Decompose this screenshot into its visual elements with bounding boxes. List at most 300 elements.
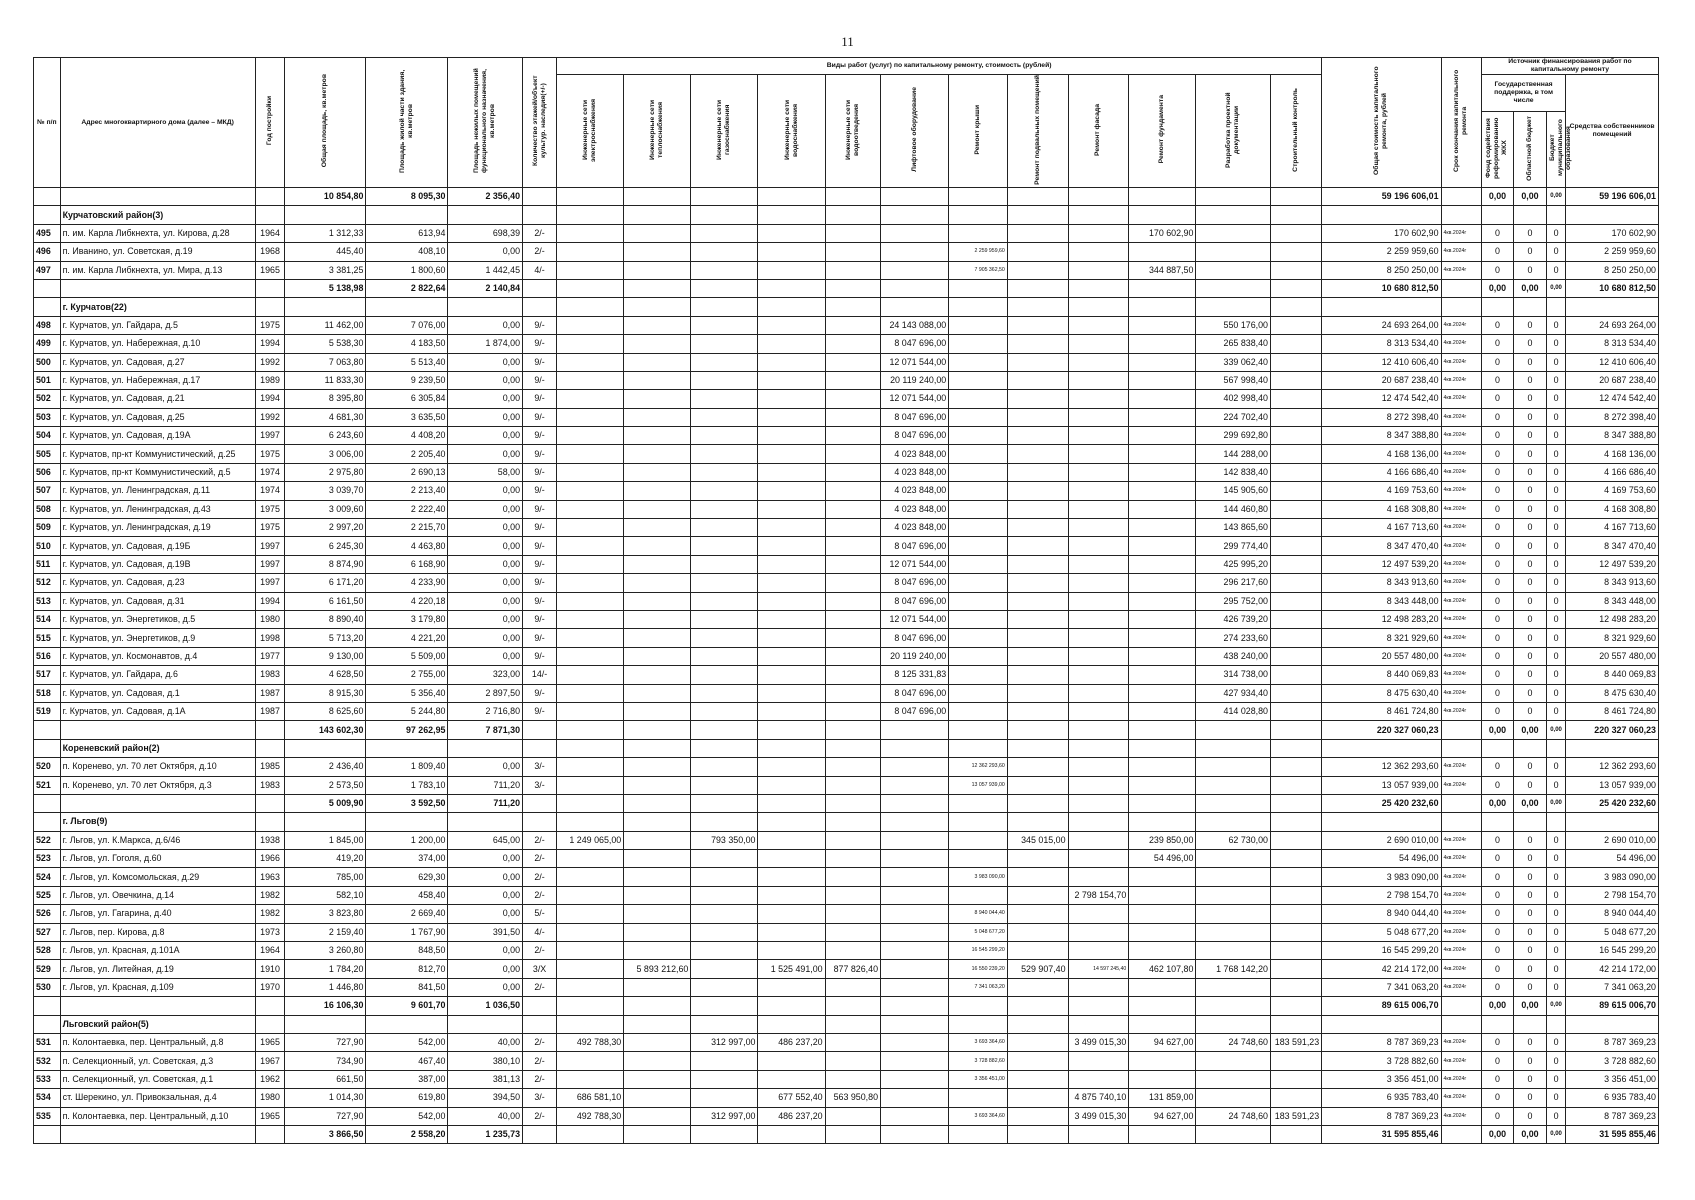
table-row [34,942,1659,960]
row-regional: 0 [1513,316,1546,334]
row-deadline: 4кв.2024г [1441,537,1481,555]
row-municipal: 0 [1546,886,1565,904]
row-nonres-area: 0,00 [448,519,523,537]
row-municipal: 0 [1546,1107,1565,1125]
row-living-area: 4 221,20 [366,629,448,647]
cell-empty [624,243,691,261]
row-work-cost: 299 774,40 [1196,537,1271,555]
col-num: № п/п [34,58,61,188]
row-municipal: 0 [1546,463,1565,481]
row-municipal: 0 [1546,978,1565,996]
row-floors: 2/- [523,224,557,242]
section-title: Кореневский район(2) [60,739,255,757]
cell-empty [1129,702,1196,720]
row-work-cost: 486 237,20 [758,1033,825,1051]
cell-empty [624,942,691,960]
row-total-cost: 7 341 063,20 [1322,978,1441,996]
row-deadline: 4кв.2024г [1441,592,1481,610]
row-nonres-area: 381,13 [448,1070,523,1088]
cell-empty [758,629,825,647]
row-regional: 0 [1513,224,1546,242]
section-row [34,206,1659,224]
row-total-area: 8 395,80 [285,390,366,408]
cell-empty [758,905,825,923]
row-address: ст. Шерекино, ул. Привокзальная, д.4 [60,1089,255,1107]
row-living-area: 2 213,40 [366,482,448,500]
cell-empty [557,610,624,628]
row-owners: 2 690 010,00 [1566,831,1659,849]
row-owners: 13 057 939,00 [1566,776,1659,794]
table-row [34,1107,1659,1125]
row-municipal: 0 [1546,758,1565,776]
cell-empty [624,1089,691,1107]
cell-empty [825,1015,880,1033]
row-fund: 0 [1482,1107,1514,1125]
cell-empty [1322,813,1441,831]
row-living-area: 812,70 [366,960,448,978]
row-number: 501 [34,371,61,389]
col-works-group: Виды работ (услуг) по капитальному ремонту, стоимость (рублей) [557,58,1322,75]
cell-empty [624,371,691,389]
cell-empty [1270,390,1321,408]
cell-empty [1129,592,1196,610]
cell-empty [758,758,825,776]
row-owners: 8 313 534,40 [1566,335,1659,353]
cell-empty [624,813,691,831]
row-work-cost: 143 865,60 [1196,519,1271,537]
section-title: г. Курчатов(22) [60,298,255,316]
subtotal-cost: 31 595 855,46 [1322,1125,1441,1143]
row-fund: 0 [1482,610,1514,628]
cell-empty [1129,427,1196,445]
row-total-area: 727,90 [285,1033,366,1051]
cell-empty [624,629,691,647]
row-owners: 4 168 308,80 [1566,500,1659,518]
row-owners: 3 728 882,60 [1566,1052,1659,1070]
row-nonres-area: 394,50 [448,1089,523,1107]
cell-empty [1270,482,1321,500]
row-work-cost: 414 028,80 [1196,702,1271,720]
row-owners: 12 498 283,20 [1566,610,1659,628]
row-work-cost: 24 143 088,00 [881,316,949,334]
row-work-cost: 24 748,60 [1196,1033,1271,1051]
cell-empty [1007,813,1068,831]
cell-empty [557,794,624,812]
row-work-cost: 3 693 364,60 [949,1107,1008,1125]
cell-empty [691,1052,758,1070]
cell-empty [1270,188,1321,206]
row-total-cost: 4 166 686,40 [1322,463,1441,481]
row-fund: 0 [1482,427,1514,445]
cell-empty [557,371,624,389]
cell-empty [448,206,523,224]
row-total-cost: 13 057 939,00 [1322,776,1441,794]
row-floors: 9/- [523,316,557,334]
cell-empty [624,188,691,206]
row-municipal: 0 [1546,427,1565,445]
col-living-area: Площадь жилой части здания, кв.метров [366,58,448,188]
cell-empty [1196,721,1271,739]
cell-empty [1007,684,1068,702]
cell-empty [255,739,285,757]
row-total-cost: 20 557 480,00 [1322,647,1441,665]
cell-empty [825,813,880,831]
row-floors: 3/- [523,758,557,776]
cell-empty [1007,224,1068,242]
cell-empty [557,702,624,720]
row-work-cost: 4 023 848,00 [881,519,949,537]
cell-empty [825,519,880,537]
row-total-cost: 3 356 451,00 [1322,1070,1441,1088]
cell-empty [1196,1125,1271,1143]
row-fund: 0 [1482,776,1514,794]
row-address: п. им. Карла Либкнехта, ул. Мира, д.13 [60,261,255,279]
cell-empty [624,224,691,242]
row-deadline: 4кв.2024г [1441,1070,1481,1088]
row-address: г. Курчатов, ул. Садовая, д.21 [60,390,255,408]
cell-empty [881,298,949,316]
cell-empty [255,279,285,297]
row-living-area: 613,94 [366,224,448,242]
cell-empty [624,794,691,812]
cell-empty [825,1070,880,1088]
row-number: 535 [34,1107,61,1125]
cell-empty [1007,739,1068,757]
row-floors: 9/- [523,519,557,537]
row-municipal: 0 [1546,702,1565,720]
cell-empty [1068,353,1129,371]
row-owners: 42 214 172,00 [1566,960,1659,978]
cell-empty [1196,224,1271,242]
cell-empty [557,739,624,757]
row-living-area: 9 239,50 [366,371,448,389]
cell-empty [691,482,758,500]
cell-empty [557,1052,624,1070]
cell-empty [949,886,1008,904]
cell-empty [1129,371,1196,389]
cell-empty [557,758,624,776]
cell-empty [881,813,949,831]
row-address: г. Курчатов, ул. Энергетиков, д.5 [60,610,255,628]
cell-empty [1441,813,1481,831]
cell-empty [691,408,758,426]
cell-empty [825,739,880,757]
cell-empty [1482,739,1514,757]
row-nonres-area: 1 874,00 [448,335,523,353]
cell-empty [825,206,880,224]
row-total-cost: 170 602,90 [1322,224,1441,242]
cell-empty [1068,978,1129,996]
row-total-area: 419,20 [285,850,366,868]
subtotal-owners: 59 196 606,01 [1566,188,1659,206]
cell-empty [1068,408,1129,426]
cell-empty [758,997,825,1015]
cell-empty [691,427,758,445]
cell-empty [1270,463,1321,481]
row-work-cost: 54 496,00 [1129,850,1196,868]
row-living-area: 542,00 [366,1033,448,1051]
cell-empty [758,482,825,500]
cell-empty [1129,739,1196,757]
cell-empty [825,886,880,904]
cell-empty [1129,500,1196,518]
table-row [34,408,1659,426]
cell-empty [255,298,285,316]
cell-empty [758,850,825,868]
subtotal-fund: 0,00 [1482,794,1514,812]
cell-empty [1007,721,1068,739]
cell-empty [1007,1089,1068,1107]
cell-empty [1270,831,1321,849]
row-deadline: 4кв.2024г [1441,224,1481,242]
row-owners: 170 602,90 [1566,224,1659,242]
cell-empty [1270,519,1321,537]
cell-empty [825,831,880,849]
row-address: г. Льгов, ул. Овечкина, д.14 [60,886,255,904]
cell-empty [758,794,825,812]
table-row [34,886,1659,904]
row-total-area: 1 014,30 [285,1089,366,1107]
cell-empty [691,610,758,628]
section-row [34,1015,1659,1033]
row-living-area: 2 205,40 [366,445,448,463]
table-row [34,647,1659,665]
row-total-cost: 8 787 369,23 [1322,1033,1441,1051]
row-owners: 2 259 959,60 [1566,243,1659,261]
cell-empty [1482,298,1514,316]
row-floors: 9/- [523,482,557,500]
row-address: п. Колонтаевка, пер. Центральный, д.8 [60,1033,255,1051]
cell-empty [34,721,61,739]
row-fund: 0 [1482,445,1514,463]
cell-empty [758,298,825,316]
cell-empty [1546,298,1565,316]
row-municipal: 0 [1546,519,1565,537]
cell-empty [758,427,825,445]
cell-empty [1007,850,1068,868]
table-row [34,592,1659,610]
row-floors: 2/- [523,1070,557,1088]
cell-empty [1068,371,1129,389]
row-floors: 2/- [523,1107,557,1125]
cell-empty [60,997,255,1015]
row-municipal: 0 [1546,371,1565,389]
cell-empty [624,923,691,941]
row-regional: 0 [1513,758,1546,776]
cell-empty [881,721,949,739]
row-nonres-area: 0,00 [448,868,523,886]
cell-empty [1068,188,1129,206]
cell-empty [557,335,624,353]
row-municipal: 0 [1546,1089,1565,1107]
cell-empty [366,813,448,831]
row-deadline: 4кв.2024г [1441,1089,1481,1107]
cell-empty [1270,279,1321,297]
row-floors: 9/- [523,500,557,518]
row-owners: 8 787 369,23 [1566,1033,1659,1051]
row-number: 523 [34,850,61,868]
subtotal-cost: 89 615 006,70 [1322,997,1441,1015]
row-work-cost: 427 934,40 [1196,684,1271,702]
row-work-cost: 62 730,00 [1196,831,1271,849]
row-deadline: 4кв.2024г [1441,243,1481,261]
cell-empty [624,206,691,224]
cell-empty [949,666,1008,684]
row-year: 1994 [255,592,285,610]
row-floors: 9/- [523,445,557,463]
cell-empty [448,813,523,831]
row-year: 1975 [255,316,285,334]
cell-empty [285,206,366,224]
row-regional: 0 [1513,555,1546,573]
subtotal-municipal: 0,00 [1546,721,1565,739]
row-total-cost: 54 496,00 [1322,850,1441,868]
row-nonres-area: 0,00 [448,555,523,573]
cell-empty [1068,390,1129,408]
cell-empty [691,997,758,1015]
cell-empty [881,1089,949,1107]
subtotal-owners: 89 615 006,70 [1566,997,1659,1015]
cell-empty [624,555,691,573]
row-nonres-area: 323,00 [448,666,523,684]
row-year: 1964 [255,942,285,960]
row-owners: 4 167 713,60 [1566,519,1659,537]
row-deadline: 4кв.2024г [1441,261,1481,279]
row-owners: 8 461 724,80 [1566,702,1659,720]
cell-empty [1196,243,1271,261]
row-work-cost: 8 047 696,00 [881,592,949,610]
row-total-area: 1 845,00 [285,831,366,849]
cell-empty [448,298,523,316]
cell-empty [1068,923,1129,941]
subtotal-cost: 10 680 812,50 [1322,279,1441,297]
row-total-area: 2 573,50 [285,776,366,794]
cell-empty [949,408,1008,426]
cell-empty [691,463,758,481]
cell-empty [1129,942,1196,960]
row-total-cost: 8 343 913,60 [1322,574,1441,592]
table-row [34,390,1659,408]
cell-empty [1566,206,1659,224]
cell-empty [1129,813,1196,831]
cell-empty [1270,794,1321,812]
row-living-area: 1 200,00 [366,831,448,849]
cell-empty [255,813,285,831]
row-floors: 4/- [523,261,557,279]
row-address: п. Иванино, ул. Советская, д.19 [60,243,255,261]
row-fund: 0 [1482,831,1514,849]
cell-empty [1068,666,1129,684]
cell-empty [881,905,949,923]
row-work-cost: 345 015,00 [1007,831,1068,849]
subtotal-row [34,794,1659,812]
cell-empty [949,445,1008,463]
cell-empty [1270,942,1321,960]
row-deadline: 4кв.2024г [1441,555,1481,573]
row-nonres-area: 0,00 [448,353,523,371]
row-total-cost: 12 474 542,40 [1322,390,1441,408]
cell-empty [624,831,691,849]
row-fund: 0 [1482,960,1514,978]
row-nonres-area: 0,00 [448,427,523,445]
col-work-12: Строительный контроль [1270,75,1321,188]
row-work-cost: 686 581,10 [557,1089,624,1107]
row-municipal: 0 [1546,335,1565,353]
subtotal-regional: 0,00 [1513,997,1546,1015]
row-total-area: 2 436,40 [285,758,366,776]
row-year: 1982 [255,886,285,904]
subtotal-living-area: 2 822,64 [366,279,448,297]
row-total-cost: 8 475 630,40 [1322,684,1441,702]
row-floors: 9/- [523,537,557,555]
row-total-cost: 24 693 264,00 [1322,316,1441,334]
cell-empty [758,831,825,849]
cell-empty [825,298,880,316]
cell-empty [1546,206,1565,224]
row-year: 1985 [255,758,285,776]
cell-empty [1270,923,1321,941]
cell-empty [758,188,825,206]
table-row [34,537,1659,555]
row-fund: 0 [1482,371,1514,389]
cell-empty [1007,298,1068,316]
row-nonres-area: 2 897,50 [448,684,523,702]
cell-empty [557,408,624,426]
row-work-cost: 183 591,23 [1270,1107,1321,1125]
row-deadline: 4кв.2024г [1441,353,1481,371]
row-total-area: 6 243,60 [285,427,366,445]
row-living-area: 1 767,90 [366,923,448,941]
cell-empty [1068,721,1129,739]
cell-empty [758,721,825,739]
row-municipal: 0 [1546,629,1565,647]
col-address: Адрес многоквартирного дома (далее – МКД) [60,58,255,188]
cell-empty [1270,500,1321,518]
cell-empty [557,960,624,978]
row-owners: 8 475 630,40 [1566,684,1659,702]
cell-empty [1270,629,1321,647]
cell-empty [448,1015,523,1033]
cell-empty [1566,298,1659,316]
cell-empty [557,923,624,941]
row-owners: 6 935 783,40 [1566,1089,1659,1107]
row-owners: 20 687 238,40 [1566,371,1659,389]
row-work-cost: 94 627,00 [1129,1033,1196,1051]
row-address: п. Селекционный, ул. Советская, д.1 [60,1070,255,1088]
subtotal-cost: 25 420 232,60 [1322,794,1441,812]
row-municipal: 0 [1546,500,1565,518]
cell-empty [1270,224,1321,242]
cell-empty [34,1125,61,1143]
row-year: 1983 [255,666,285,684]
cell-empty [624,886,691,904]
row-total-area: 5 538,30 [285,335,366,353]
cell-empty [1007,371,1068,389]
cell-empty [1270,592,1321,610]
cell-empty [1068,813,1129,831]
cell-empty [1196,997,1271,1015]
row-fund: 0 [1482,758,1514,776]
table-row [34,923,1659,941]
row-living-area: 374,00 [366,850,448,868]
cell-empty [557,905,624,923]
row-owners: 8 343 448,00 [1566,592,1659,610]
cell-empty [758,353,825,371]
cell-empty [1068,702,1129,720]
row-floors: 2/- [523,850,557,868]
row-number: 527 [34,923,61,941]
cell-empty [1129,445,1196,463]
